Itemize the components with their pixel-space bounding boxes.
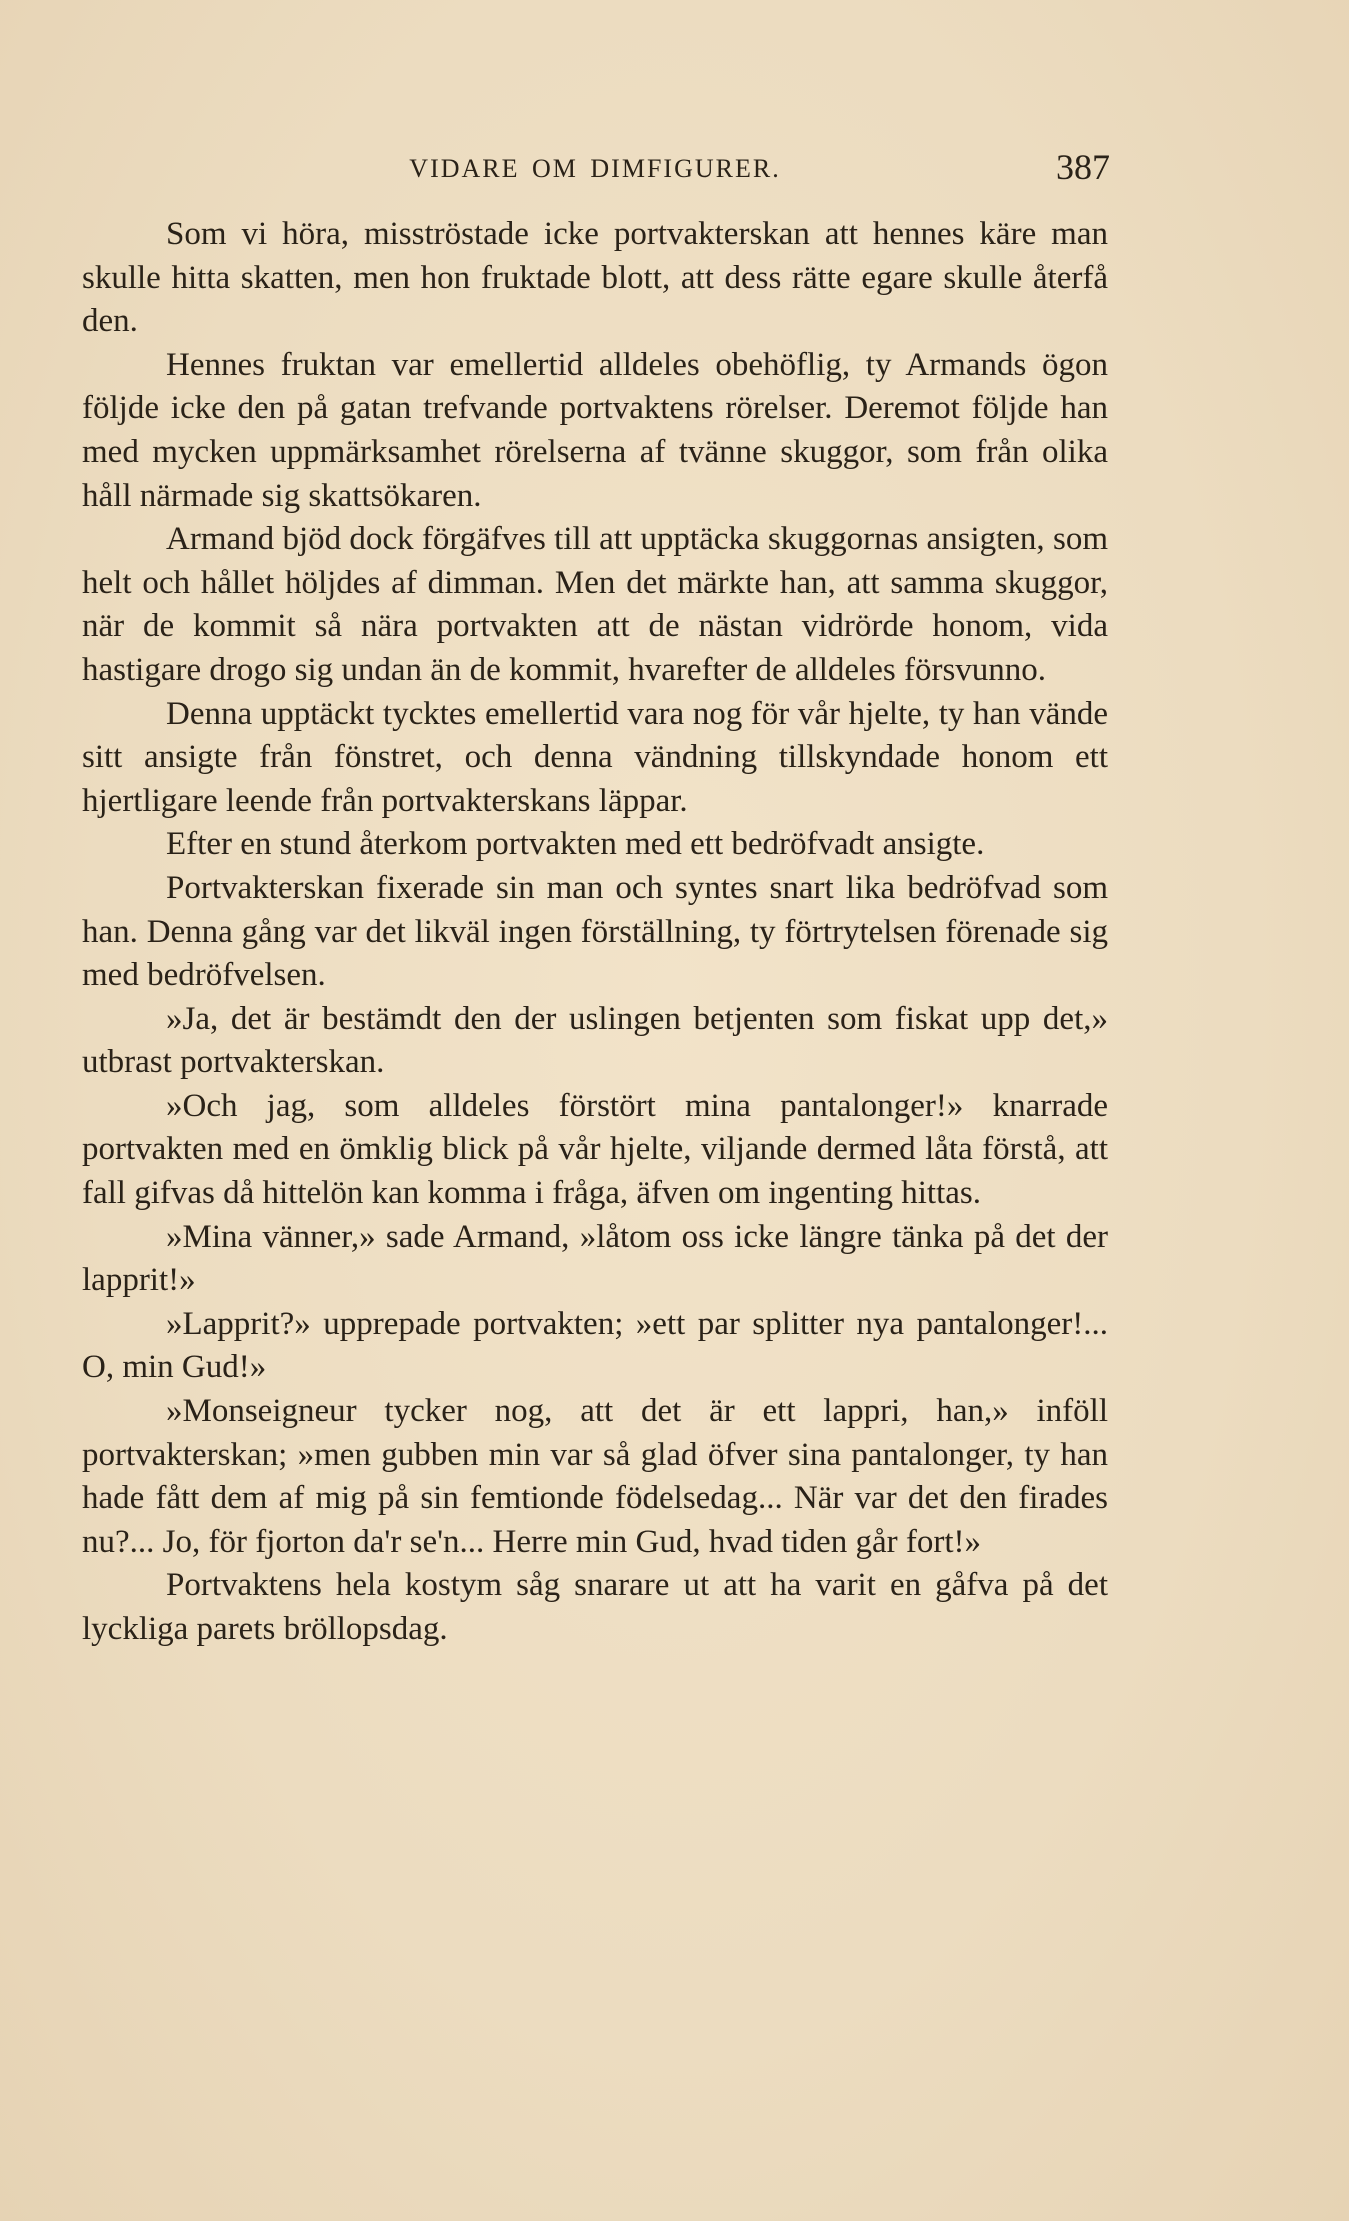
paragraph: »Mina vänner,» sade Armand, »låtom oss icke längre tänka på det der lapprit!»	[82, 1218, 1108, 1299]
paragraph: Portvakterskan fixerade sin man och syntes snart lika bedröfvad som han. Denna gång var det likväl ingen förställning, ty förtrytelsen förenade sig med bedröfvelsen.	[82, 869, 1108, 994]
body-text	[82, 213, 1108, 1652]
running-title: VIDARE OM DIMFIGURER.	[409, 154, 781, 183]
page-number: 387	[1056, 147, 1110, 187]
paragraph: Som vi höra, misströstade icke portvakterskan att hennes käre man skulle hitta skatten, men hon fruktade blott, att dess rätte egare skulle återfå den.	[82, 216, 1108, 340]
paragraph: Denna upptäckt tycktes emellertid vara nog för vår hjelte, ty han vände sitt ansigte från fönstret, och denna vändning tillskyndade honom ett hjertligare leende från portvakterskans läppar.	[82, 695, 1108, 819]
paragraph: Portvaktens hela kostym såg snarare ut att ha varit en gåfva på det lyckliga parets bröllopsdag.	[82, 1567, 1108, 1647]
paragraph: »Och jag, som alldeles förstört mina pantalonger!» knarrade portvakten med en ömklig blick på vår hjelte, viljande dermed låta förstå, att fall gifvas då hittelön kan komma i fråga, äfven om ingenting hittas.	[82, 1087, 1108, 1212]
paragraph: Efter en stund återkom portvakten med ett bedröfvadt ansigte.	[166, 826, 985, 863]
paragraph: Hennes fruktan var emellertid alldeles obehöflig, ty Armands ögon följde icke den på gatan trefvande portvaktens rörelser. Deremot följde han med mycken uppmärksamhet rörelserna af tvänne skuggor, som från olika håll närmade sig skattsökaren.	[82, 346, 1108, 514]
running-head	[80, 146, 1110, 196]
paragraph: »Ja, det är bestämdt den der uslingen betjenten som fiskat upp det,» utbrast portvakterskan.	[82, 1000, 1108, 1081]
paragraph: »Lapprit?» upprepade portvakten; »ett par splitter nya pantalonger!... O, min Gud!»	[82, 1305, 1108, 1386]
paragraph: »Monseigneur tycker nog, att det är ett lappri, han,» inföll portvakterskan; »men gubben min var så glad öfver sina pantalonger, ty han hade fått dem af mig på sin femtionde födelsedag... När var det den firades nu?... Jo, för fjorton da'r se'n... Herre min Gud, hvad tiden går fort!»	[82, 1393, 1108, 1560]
paragraph: Armand bjöd dock förgäfves till att upptäcka skuggornas ansigten, som helt och hållet höljdes af dimman. Men det märkte han, att samma skuggor, när de kommit så nära portvakten att de nästan vidrörde honom, vida hastigare drogo sig undan än de kommit, hvarefter de alldeles försvunno.	[82, 521, 1108, 688]
